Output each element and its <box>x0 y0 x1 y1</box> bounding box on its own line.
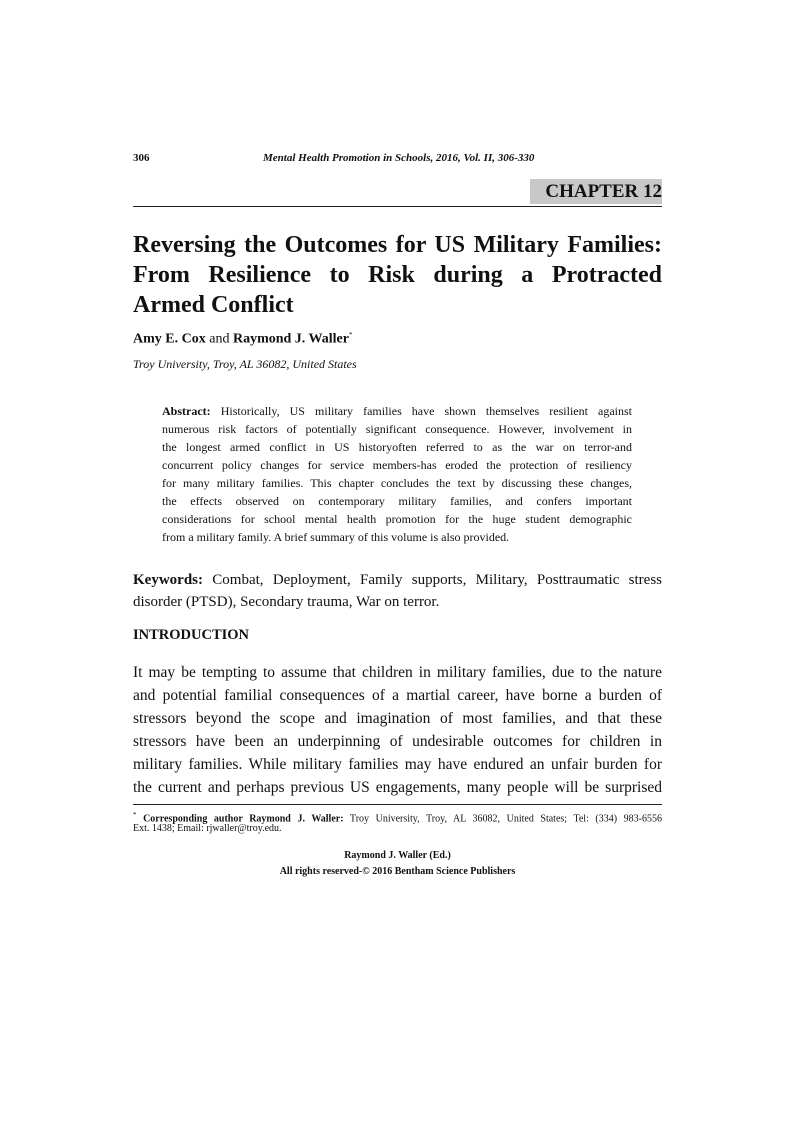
footnote-rule <box>133 804 662 805</box>
document-page: 306 Mental Health Promotion in Schools, 2016, Vol. II, 306-330 CHAPTER 12 Reversing the Outcomes for US Military Families: From Resilience to Risk during a Protracted Armed Conflict Amy E. Cox and Raymond J. Waller* Troy University, Troy, AL 36082, United States Abstract: Historically, US military families have shown themselves resilient against numerous risk factors of potentially significant consequence. However, involvement in the longest armed conflict in US historyoften referred to as the war on terror-and concurrent policy changes for service members-has eroded the protection of resiliency for many military families. This chapter concludes the text by discussing these changes, the effects observed on contemporary military families, and confers important considerations for school mental health promotion for the huge student demographic from a military family. A brief summary of this volume is also provided. Keywords: Combat, Deployment, Family supports, Military, Posttraumatic stress disorder (PTSD), Secondary trauma, War on terror. INTRODUCTION It may be tempting to assume that children in military families, due to the nature and potential familial consequences of a martial career, have borne a burden of stressors beyond the scope and imagination of most families, and that these stressors have been an underpinning of undesirable outcomes for children in military families. While military families may have endured an unfair burden for the current and perhaps previous US engagements, many people will be surprised * Corresponding author Raymond J. Waller: Troy University, Troy, AL 36082, United States; Tel: (334) 983-6556 Ext. 1438; Email: rjwaller@troy.edu. Raymond J. Waller (Ed.) All rights reserved-© 2016 Bentham Science Publishers <box>0 0 793 1122</box>
copyright-line: All rights reserved-© 2016 Bentham Science Publishers <box>279 866 516 877</box>
authors: Amy E. Cox and Raymond J. Waller* <box>133 331 353 347</box>
title-line: Reversing the Outcomes for US Military Families: <box>133 232 662 258</box>
editor-line: Raymond J. Waller (Ed.) <box>344 850 451 861</box>
section-heading: INTRODUCTION <box>133 627 250 643</box>
header-rule <box>133 206 662 207</box>
journal-citation: Mental Health Promotion in Schools, 2016, Vol. II, 306-330 <box>263 152 535 164</box>
affiliation: Troy University, Troy, AL 36082, United States <box>133 357 357 371</box>
chapter-label: CHAPTER 12 <box>530 179 662 204</box>
running-header <box>133 152 662 164</box>
title-line: Armed Conflict <box>133 292 294 318</box>
title-line: From Resilience to Risk during a Protracted <box>133 262 662 288</box>
page-number: 306 <box>133 152 150 164</box>
